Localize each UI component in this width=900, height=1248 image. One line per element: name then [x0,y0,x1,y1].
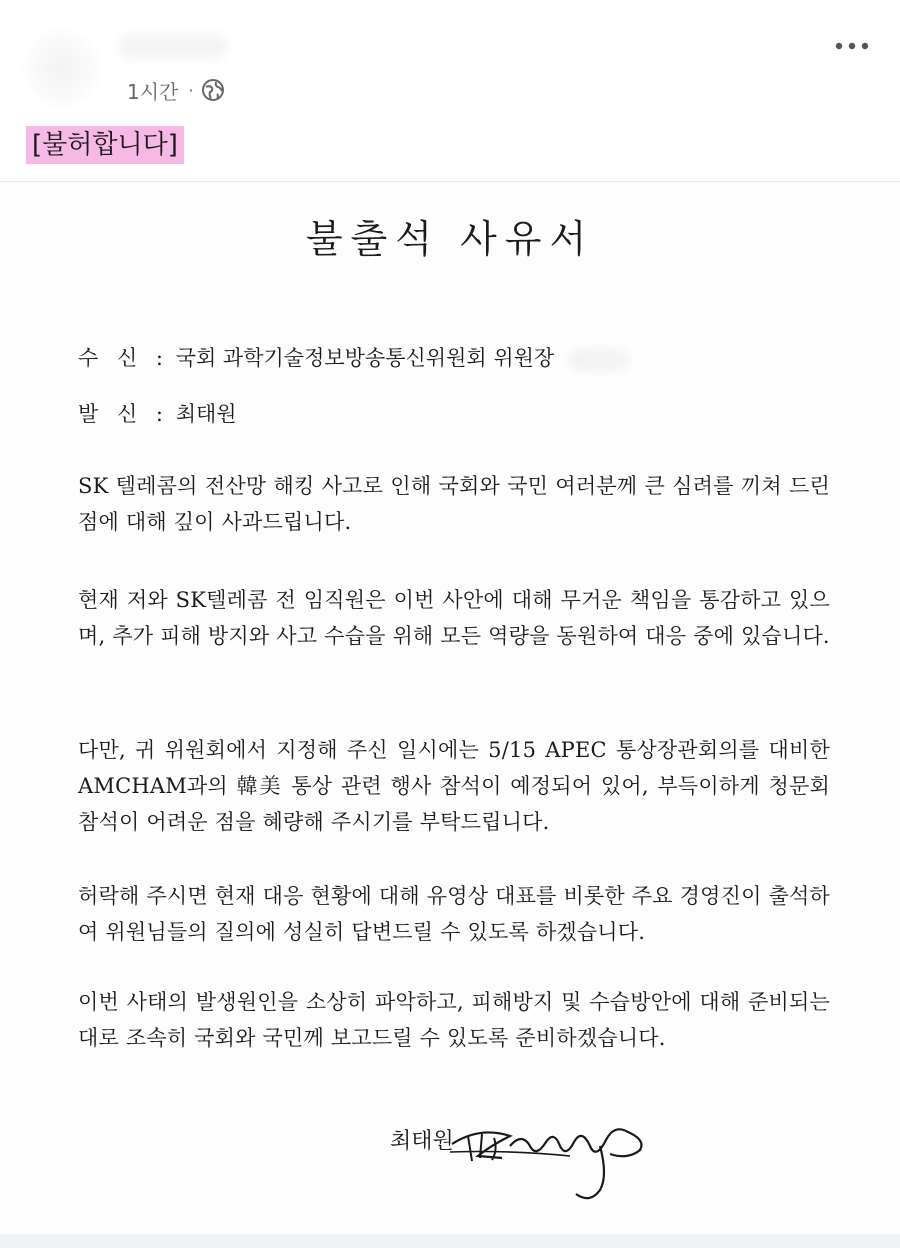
paragraph: 현재 저와 SK텔레콤 전 임직원은 이번 사안에 대해 무거운 책임을 통감하고 있으며, 추가 피해 방지와 사고 수습을 위해 모든 역량을 동원하여 대응 중에 있습니다. [78,588,830,648]
meta-separator: · [188,80,194,100]
post-time[interactable]: 1시간 [127,79,179,104]
avatar[interactable] [22,28,102,108]
paragraph: SK 텔레콤의 전산망 해킹 사고로 인해 국회와 국민 여러분께 큰 심려를 끼쳐 드린 점에 대해 깊이 사과드립니다. [78,474,830,534]
post-footer-edge [0,1234,900,1248]
sender-label: 발 신 : [78,402,169,426]
globe-icon[interactable] [201,78,225,102]
post-caption: [불허합니다] [26,126,184,164]
recipient-name-redacted [569,349,629,371]
paragraph: 이번 사태의 발생원인을 소상히 파악하고, 피해방지 및 수습방안에 대해 준비되는 대로 조속히 국회와 국민께 보고드릴 수 있도록 준비하겠습니다. [78,990,830,1050]
recipient-line [78,342,629,372]
handwritten-signature [450,1116,670,1206]
author-name-redacted[interactable] [118,34,228,60]
more-options-button[interactable] [832,32,872,60]
recipient-label: 수 신 : [78,346,169,370]
sender-line [78,398,237,428]
document-title: 불출석 사유서 [305,217,595,261]
document-image[interactable] [0,182,900,1234]
post-header [0,0,900,182]
paragraph: 허락해 주시면 현재 대응 현황에 대해 유영상 대표를 비롯한 주요 경영진이 출석하여 위원님들의 질의에 성실히 답변드릴 수 있도록 하겠습니다. [78,884,830,944]
signature-name: 최태원 [390,1129,454,1154]
more-horizontal-icon [835,42,869,50]
sender-value: 최태원 [175,402,237,426]
signature-block [390,1116,690,1216]
paragraph: 다만, 귀 위원회에서 지정해 주신 일시에는 5/15 APEC 통상장관회의를 대비한 AMCHAM과의 韓美 통상 관련 행사 참석이 예정되어 있어, 부득이하게 청문회 참석이 어려운 점을 혜량해 주시기를 부탁드립니다. [78,738,830,834]
post-meta [127,76,225,104]
recipient-value: 국회 과학기술정보방송통신위원회 위원장 [175,346,555,370]
